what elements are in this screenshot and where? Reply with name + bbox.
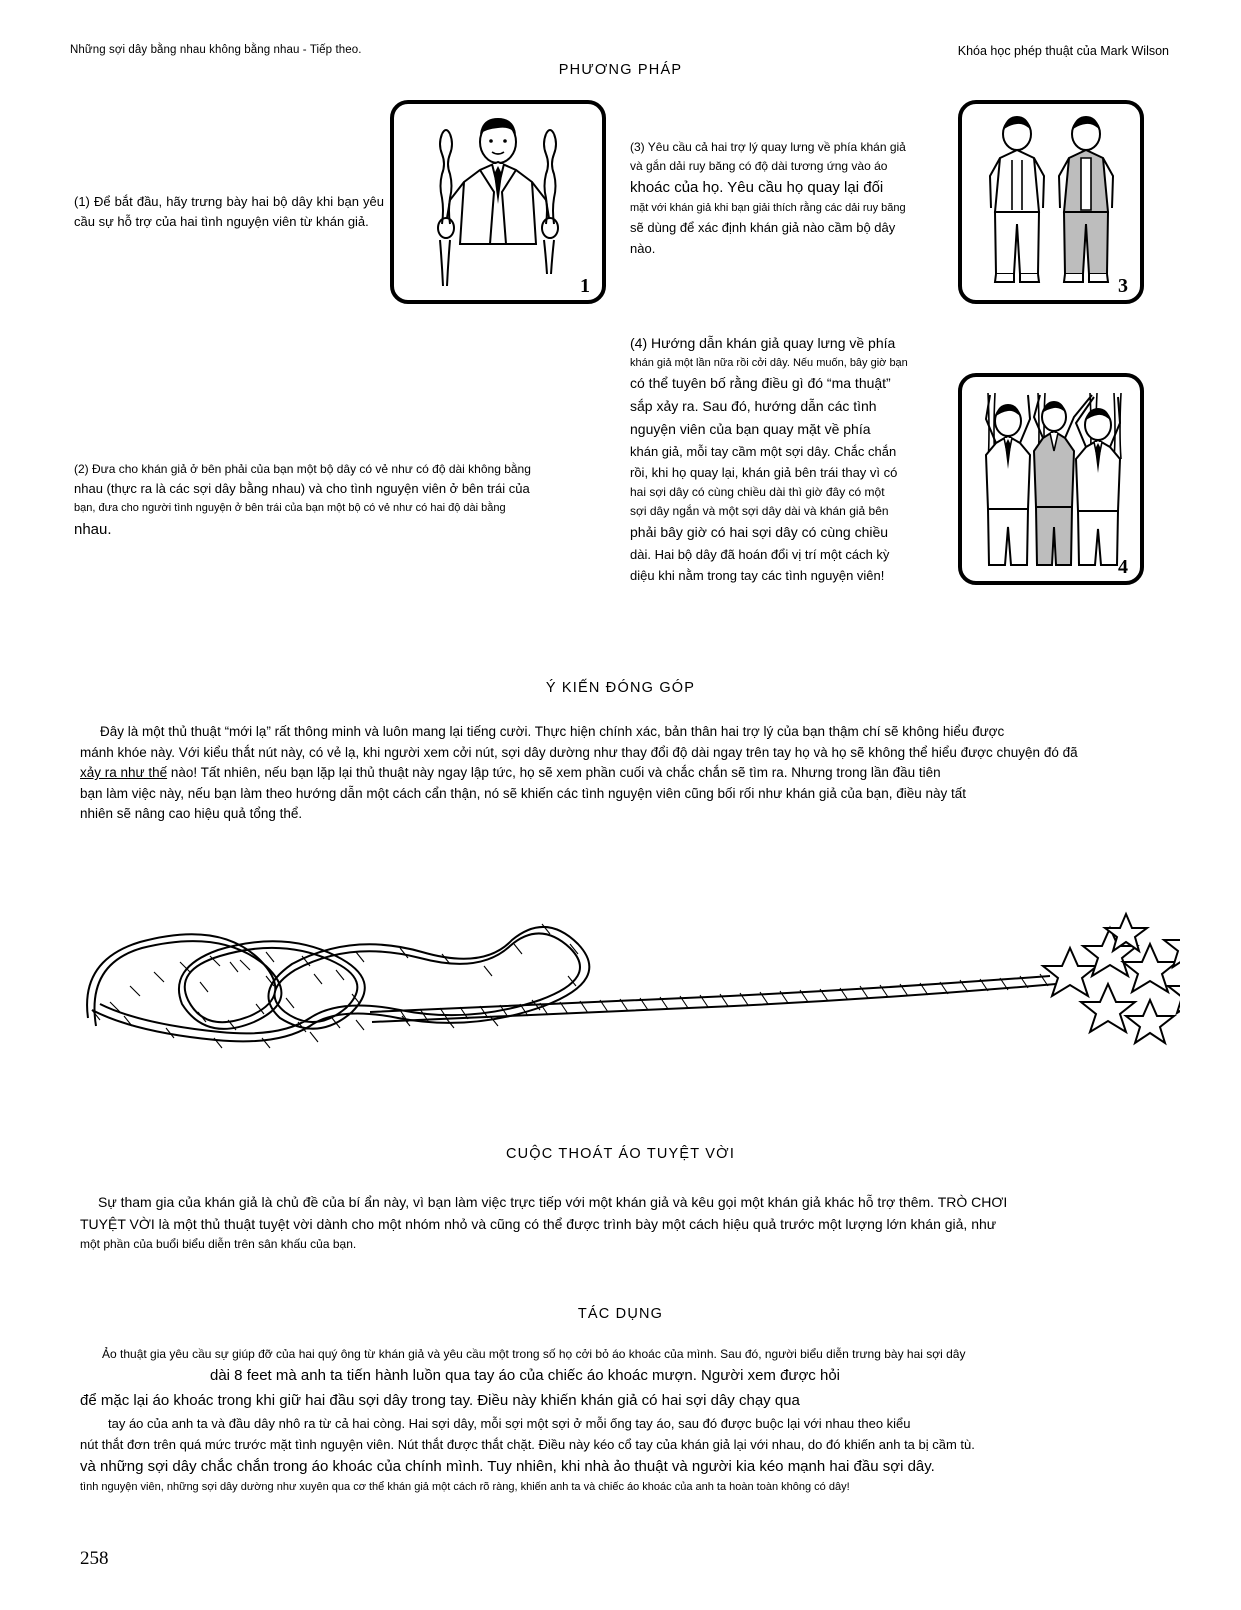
step-4-line-6: khán giả, mỗi tay cầm một sợi dây. Chắc chắn <box>630 443 897 459</box>
section-title-method: PHƯƠNG PHÁP <box>558 62 683 78</box>
escape-line-2: TUYỆT VỜI là một thủ thuật tuyệt vời dành cho một nhóm nhỏ và cũng có thể được trình bày một cách hiệu quả trước một lượng lớn khán giả, như <box>80 1215 997 1232</box>
step-4-line-1: (4) Hướng dẫn khán giả quay lưng về phía <box>630 335 896 351</box>
effect-line-6: và những sợi dây chắc chắn trong áo khoác của chính mình. Tuy nhiên, khi nhà ảo thuật và người kia kéo mạnh hai đầu sợi dây. <box>80 1458 935 1476</box>
step-3-line-1: (3) Yêu cầu cả hai trợ lý quay lưng về phía khán giả <box>630 140 906 154</box>
step-2-line-2: nhau (thực ra là các sợi dây bằng nhau) và cho tình nguyện viên ở bên trái của <box>74 481 530 497</box>
step-4-line-7: rồi, khi họ quay lại, khán giả bên trái thay vì có <box>630 464 898 480</box>
step-2-line-4: nhau. <box>74 520 112 538</box>
escape-line-3: một phần của buổi biểu diễn trên sân khấu của bạn. <box>80 1237 357 1252</box>
figure-panel-4 <box>958 373 1144 585</box>
step-3-line-6: nào. <box>630 240 656 256</box>
comments-line-2: mánh khóe này. Với kiểu thắt nút này, có vẻ lạ, khi người xem cởi nút, sợi dây dường như thay đổi độ dài ngay trên tay họ và họ sẽ không thể hiểu được chuyện đó đã <box>80 744 1078 760</box>
comments-line-3-underlined: xảy ra như thế <box>80 765 168 781</box>
magician-with-ropes-illustration <box>394 104 602 300</box>
step-4-line-9: sợi dây ngắn và một sợi dây dài và khán giả bên <box>630 504 889 519</box>
comments-line-3-rest: nào! Tất nhiên, nếu bạn lặp lại thủ thuật này ngay lập tức, họ sẽ xem phần cuối và chắc chắn sẽ tìm ra. Nhưng trong lần đầu tiên <box>167 765 941 781</box>
section-title-effect: TÁC DỤNG <box>577 1306 664 1322</box>
comments-line-4: bạn làm việc này, nếu bạn làm theo hướng dẫn một cách cẩn thận, nó sẽ khiến các tình nguyện viên cũng bối rối như khán giả của bạn, điều này tất <box>80 785 967 801</box>
comments-body <box>80 722 1162 825</box>
two-assistants-backs-illustration <box>962 104 1140 300</box>
comments-line-3 <box>80 763 1162 784</box>
rope-with-stars-illustration <box>70 900 1180 1070</box>
escape-line-1: Sự tham gia của khán giả là chủ đề của bí ẩn này, vì bạn làm việc trực tiếp với một khán giả và kêu gọi một khán giả khác hỗ trợ thêm. TRÒ CHƠI <box>98 1194 1008 1210</box>
page-header-left: Những sợi dây bằng nhau không bằng nhau - Tiếp theo. <box>70 44 362 56</box>
panel-number-3: 3 <box>1118 275 1128 297</box>
step-4-line-5: nguyện viên của bạn quay mặt về phía <box>630 420 871 437</box>
panel-number-4: 4 <box>1118 556 1128 578</box>
page-header-right: Khóa học phép thuật của Mark Wilson <box>957 44 1169 58</box>
step-4-line-11: dài. Hai bộ dây đã hoán đổi vị trí một cách kỳ <box>630 547 890 563</box>
step-3-line-4: mặt với khán giả khi bạn giải thích rằng các dải ruy băng <box>630 202 906 215</box>
step-3-line-3: khoác của họ. Yêu cầu họ quay lại đối <box>630 179 884 197</box>
step-4-line-3: có thể tuyên bố rằng điều gì đó “ma thuật” <box>630 375 891 392</box>
effect-line-4: tay áo của anh ta và đầu dây nhô ra từ cả hai còng. Hai sợi dây, mỗi sợi một sợi ở mỗi ống tay áo, sau đó được buộc lại với nhau theo kiểu <box>108 1416 911 1432</box>
effect-line-5: nút thắt đơn trên quá mức trước mặt tình nguyện viên. Nút thắt được thắt chặt. Điều này kéo cổ tay của khán giả lại với nhau, do đó khiến anh ta bị cầm tù. <box>80 1437 975 1453</box>
step-4-line-8: hai sợi dây có cùng chiều dài thì giờ đây có một <box>630 484 885 499</box>
panel-number-1: 1 <box>580 275 590 297</box>
figure-panel-3 <box>958 100 1144 304</box>
escape-body <box>80 1192 1160 1254</box>
effect-body <box>80 1345 1166 1497</box>
step-4-line-2: khán giả một lần nữa rồi cởi dây. Nếu muốn, bây giờ bạn <box>630 356 908 369</box>
step-4-line-4: sắp xảy ra. Sau đó, hướng dẫn các tình <box>630 398 877 415</box>
step-2-line-1: (2) Đưa cho khán giả ở bên phải của bạn một bộ dây có vẻ như có độ dài không bằng <box>74 462 531 476</box>
figure-panel-1 <box>390 100 606 304</box>
effect-line-1: Ảo thuật gia yêu cầu sự giúp đỡ của hai quý ông từ khán giả và yêu cầu một trong số họ cởi bỏ áo khoác của mình. Sau đó, người biểu diễn trưng bày hai sợi dây <box>102 1347 966 1361</box>
three-men-holding-ropes-illustration <box>962 377 1140 581</box>
section-title-comments: Ý KIẾN ĐÓNG GÓP <box>545 680 696 696</box>
step-1-text: (1) Để bắt đầu, hãy trưng bày hai bộ dây khi bạn yêu cầu sự hỗ trợ của hai tình nguyện viên từ khán giả. <box>74 194 384 229</box>
step-3-line-2: và gắn dải ruy băng có độ dài tương ứng vào áo <box>630 159 888 174</box>
step-4-text <box>630 332 936 586</box>
step-2-line-3: bạn, đưa cho người tình nguyện ở bên trái của bạn một bộ có vẻ như có hai độ dài bằng <box>74 501 506 514</box>
effect-line-7: tình nguyện viên, những sợi dây dường như xuyên qua cơ thể khán giả một cách rõ ràng, khiến anh ta và chiếc áo khoác của anh ta hoàn toàn không có dây! <box>80 1481 850 1494</box>
section-title-escape: CUỘC THOÁT ÁO TUYỆT VỜI <box>505 1146 736 1162</box>
comments-line-1: Đây là một thủ thuật “mới lạ” rất thông minh và luôn mang lại tiếng cười. Thực hiện chính xác, bản thân hai trợ lý của bạn thậm chí sẽ không hiểu được <box>100 724 1005 739</box>
step-4-line-12: diệu khi nằm trong tay các tình nguyện viên! <box>630 568 885 584</box>
effect-line-3: để mặc lại áo khoác trong khi giữ hai đầu sợi dây trong tay. Điều này khiến khán giả có hai sợi dây chạy qua <box>80 1391 800 1409</box>
step-3-line-5: sẽ dùng để xác định khán giả nào cầm bộ dây <box>630 219 896 235</box>
effect-line-2: dài 8 feet mà anh ta tiến hành luồn qua tay áo của chiếc áo khoác mượn. Người xem được hỏi <box>210 1367 840 1385</box>
step-3-text <box>630 138 936 260</box>
step-4-line-10: phải bây giờ có hai sợi dây có cùng chiều <box>630 524 889 541</box>
step-2-text <box>74 460 586 542</box>
page-number: 258 <box>80 1548 109 1569</box>
comments-line-5: nhiên sẽ nâng cao hiệu quả tổng thể. <box>80 806 303 822</box>
